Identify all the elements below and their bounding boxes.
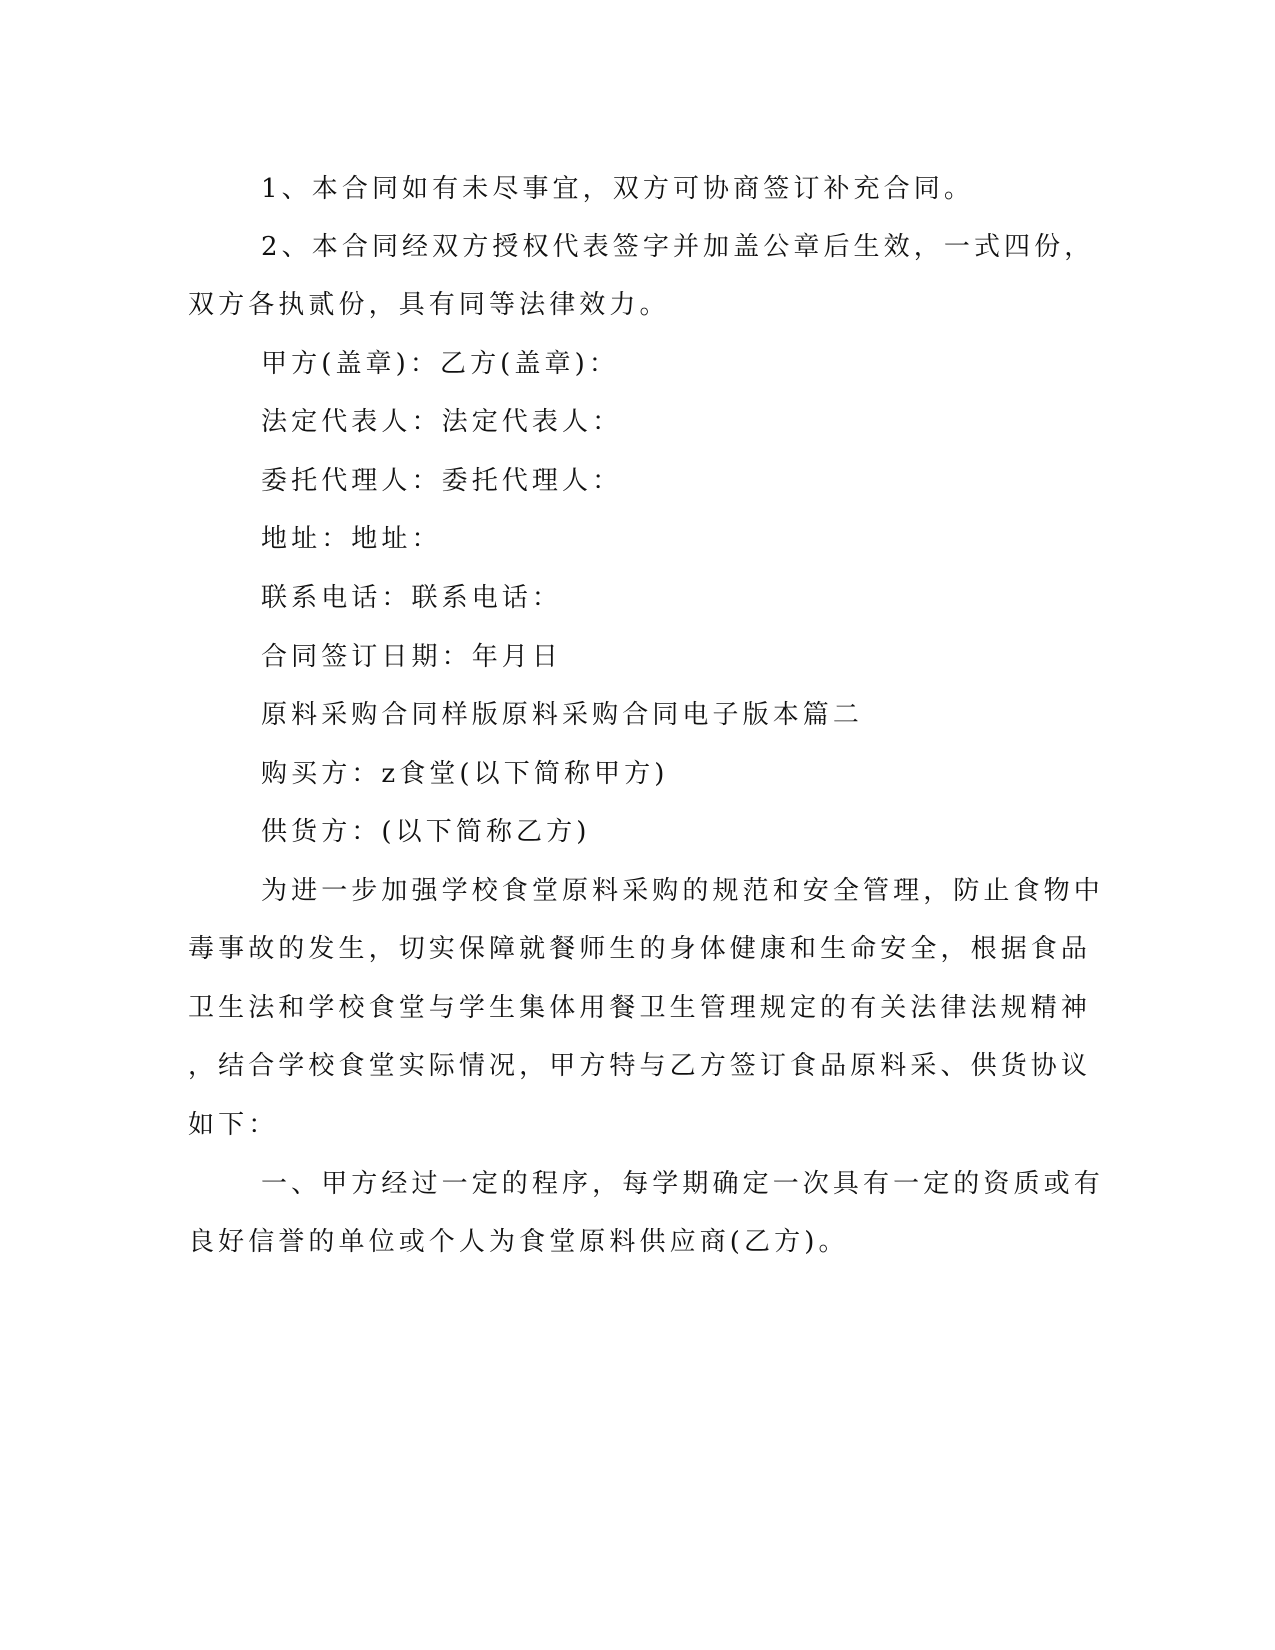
paragraph-line: 1、本合同如有未尽事宜，双方可协商签订补充合同。 — [261, 174, 974, 204]
paragraph-line: 双方各执贰份，具有同等法律效力。 — [188, 290, 670, 320]
paragraph-line: ，结合学校食堂实际情况，甲方特与乙方签订食品原料采、供货协议 — [188, 1051, 1092, 1081]
section-heading: 原料采购合同样版原料采购合同电子版本篇二 — [261, 700, 864, 730]
paragraph-line: 如下： — [188, 1110, 279, 1140]
paragraph-line: 一、甲方经过一定的程序，每学期确定一次具有一定的资质或有 — [261, 1169, 1104, 1199]
paragraph-line: 良好信誉的单位或个人为食堂原料供应商(乙方)。 — [188, 1227, 849, 1257]
paragraph-line: 供货方：(以下简称乙方) — [261, 817, 591, 847]
paragraph-line: 法定代表人：法定代表人： — [261, 407, 623, 437]
paragraph-line: 购买方：z食堂(以下简称甲方) — [261, 759, 669, 789]
paragraph-line: 2、本合同经双方授权代表签字并加盖公章后生效，一式四份， — [261, 232, 1095, 262]
paragraph-line: 委托代理人：委托代理人： — [261, 466, 623, 496]
paragraph-line: 甲方(盖章)：乙方(盖章)： — [261, 349, 619, 379]
paragraph-line: 为进一步加强学校食堂原料采购的规范和安全管理，防止食物中 — [261, 876, 1104, 906]
paragraph-line: 联系电话：联系电话： — [261, 583, 563, 613]
paragraph-line: 地址：地址： — [261, 524, 442, 554]
paragraph-line: 卫生法和学校食堂与学生集体用餐卫生管理规定的有关法律法规精神 — [188, 993, 1092, 1023]
paragraph-line: 合同签订日期：年月日 — [261, 642, 563, 672]
paragraph-line: 毒事故的发生，切实保障就餐师生的身体健康和生命安全，根据食品 — [188, 934, 1092, 964]
